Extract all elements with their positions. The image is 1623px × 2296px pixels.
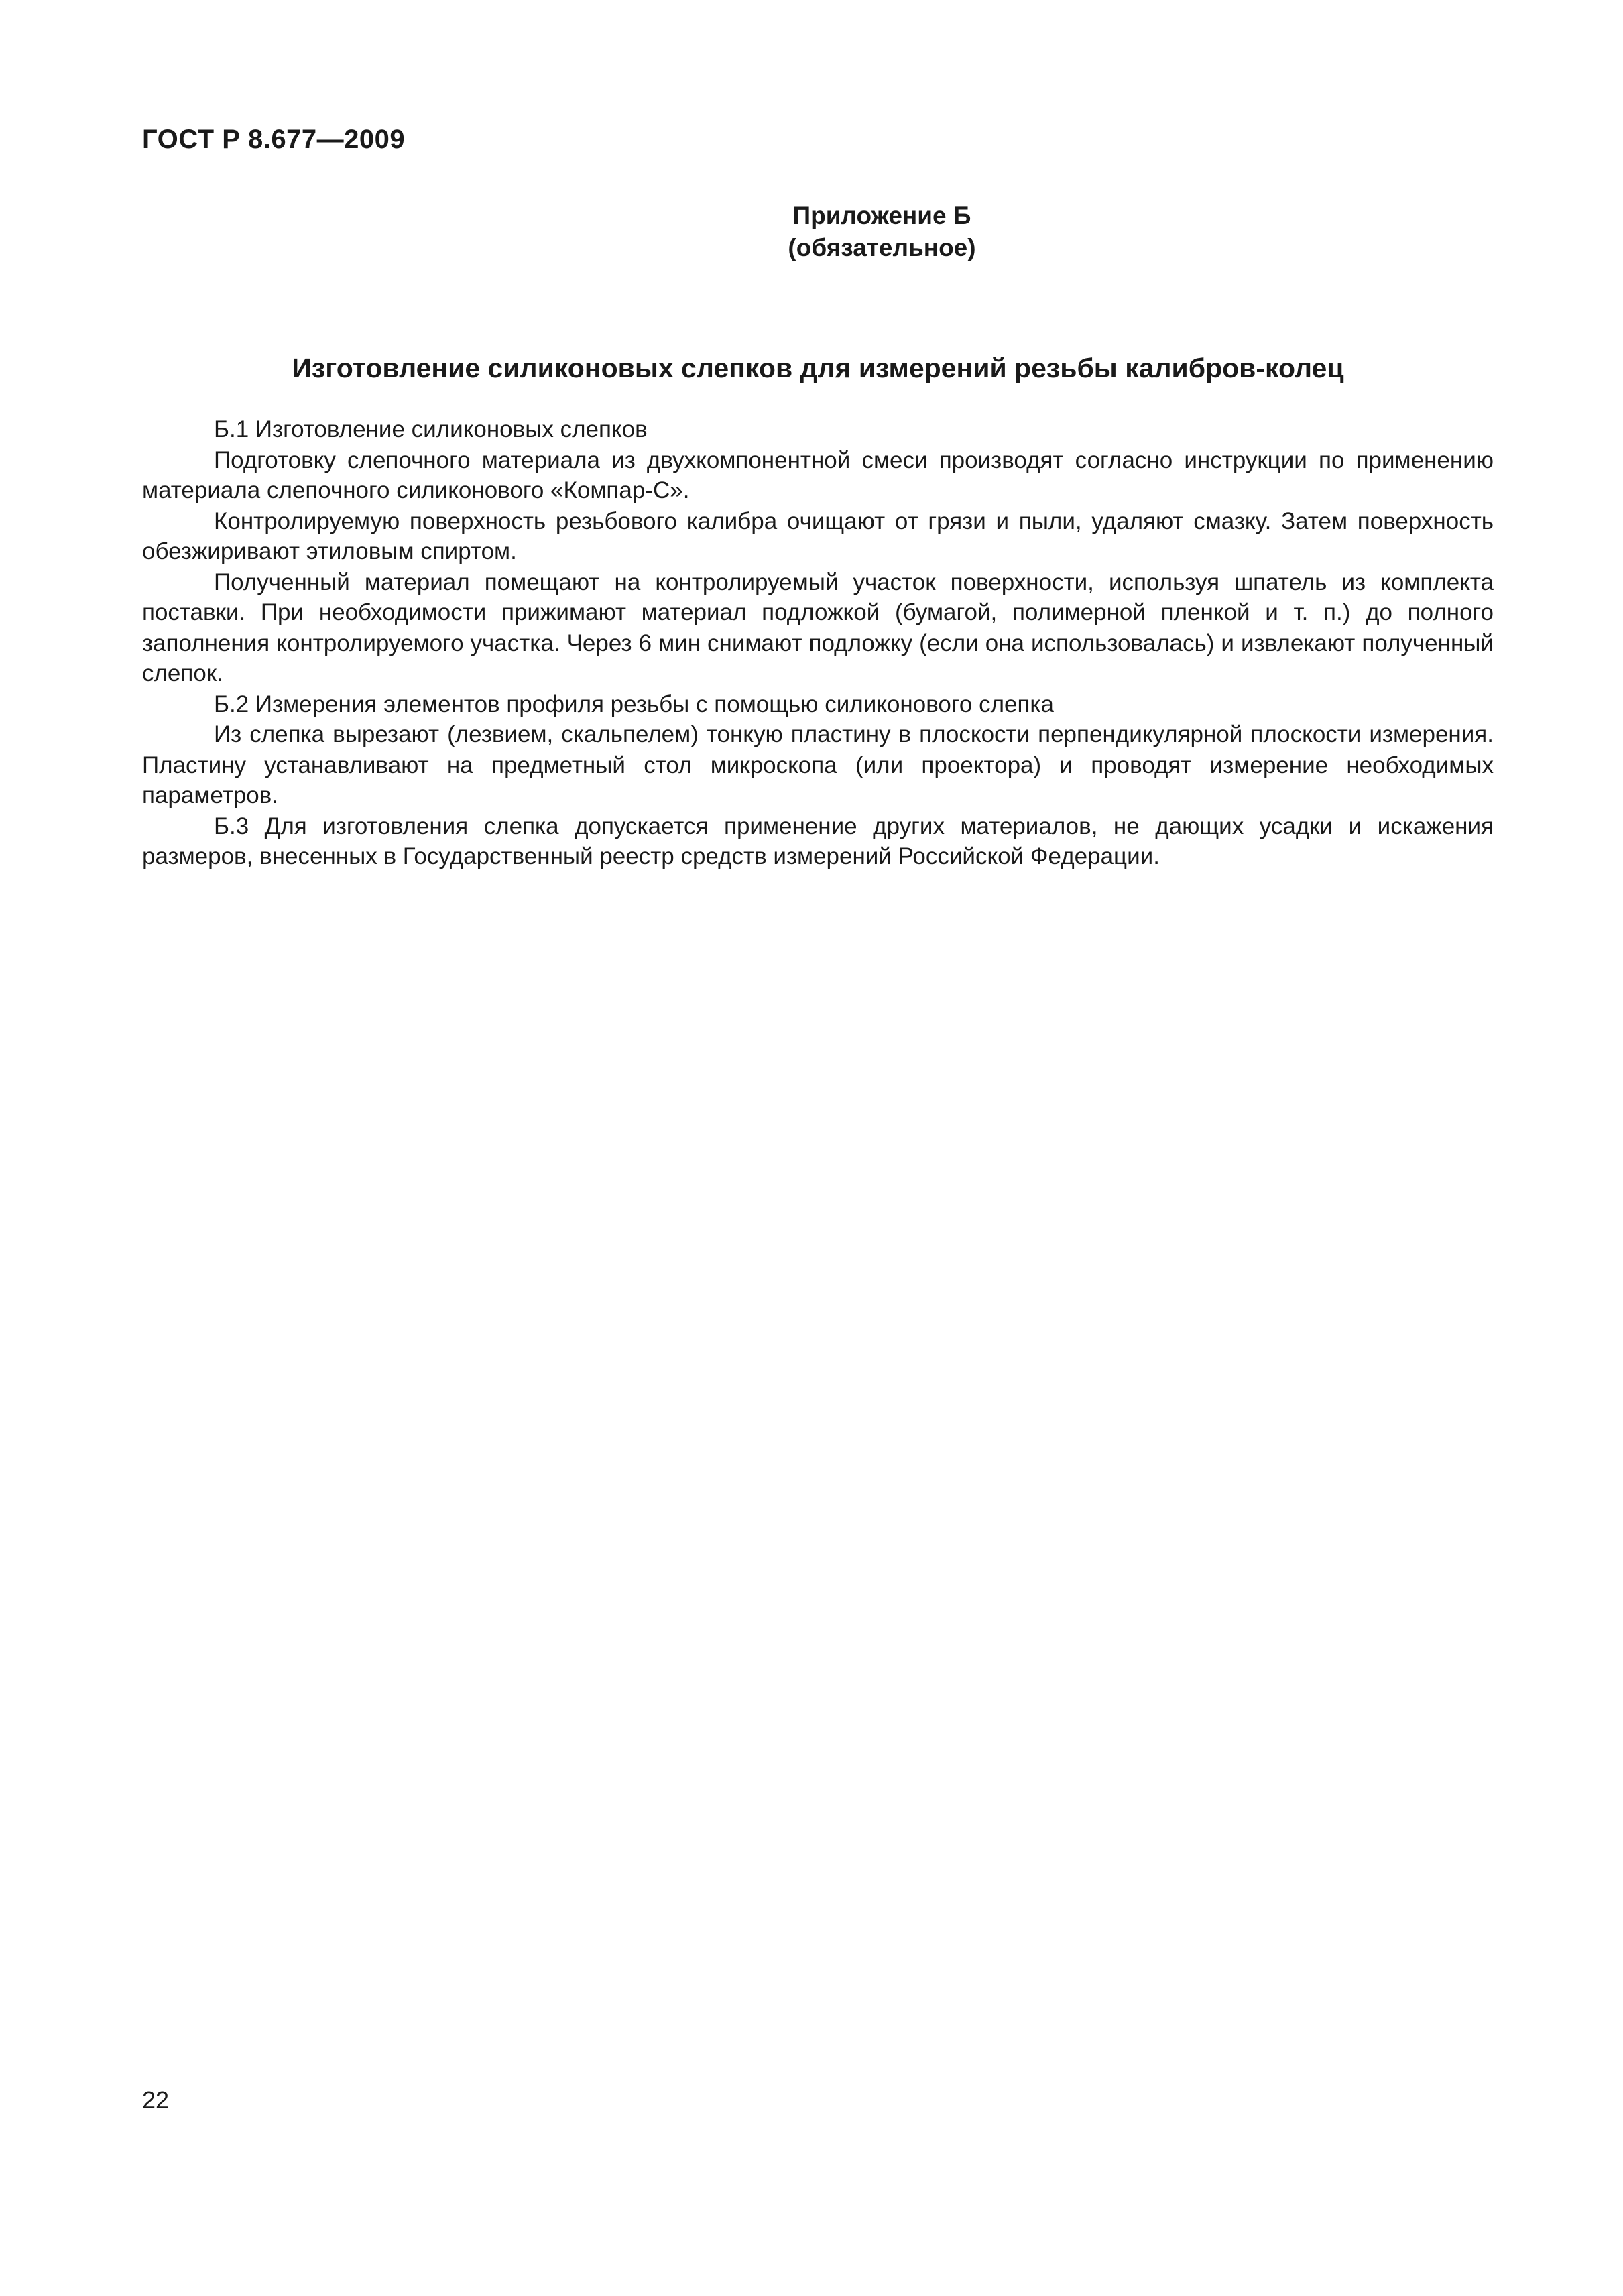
paragraph: Из слепка вырезают (лезвием, скальпелем) тонкую пластину в плоскости перпендикулярной плоскости измерения. Пластину устанавливают на предметный стол микроскопа (или проектора) и проводят измерение необходимых параметров. bbox=[142, 721, 1494, 808]
body-text bbox=[142, 414, 1494, 872]
section-heading-b2: Б.2 Измерения элементов профиля резьбы с помощью силиконового слепка bbox=[214, 690, 1054, 717]
paragraph: Подготовку слепочного материала из двухкомпонентной смеси производят согласно инструкции по применению материала слепочного силиконового «Компар-С». bbox=[142, 446, 1494, 503]
annex-status: (обязательное) bbox=[788, 234, 976, 261]
paragraph: Полученный материал помещают на контролируемый участок поверхности, используя шпатель из комплекта поставки. При необходимости прижимают материал подложкой (бумагой, полимерной пленкой и т. п.) до полного заполнения контролируемого участка. Через 6 мин снимают подложку (если она использовалась) и извлекают полученный слепок. bbox=[142, 568, 1494, 686]
document-code: ГОСТ Р 8.677—2009 bbox=[142, 125, 406, 154]
annex-title: Изготовление силиконовых слепков для измерений резьбы калибров-колец bbox=[292, 353, 1344, 383]
section-b3: Б.3 Для изготовления слепка допускается применение других материалов, не дающих усадки и искажения размеров, внесенных в Государственный реестр средств измерений Российской Федерации. bbox=[142, 812, 1494, 869]
paragraph: Контролируемую поверхность резьбового калибра очищают от грязи и пыли, удаляют смазку. Затем поверхность обезжиривают этиловым спиртом. bbox=[142, 507, 1494, 564]
page-number: 22 bbox=[142, 2086, 170, 2114]
annex-label: Приложение Б bbox=[792, 202, 971, 229]
annex-heading bbox=[0, 200, 1623, 264]
section-heading-b1: Б.1 Изготовление силиконовых слепков bbox=[214, 416, 648, 442]
